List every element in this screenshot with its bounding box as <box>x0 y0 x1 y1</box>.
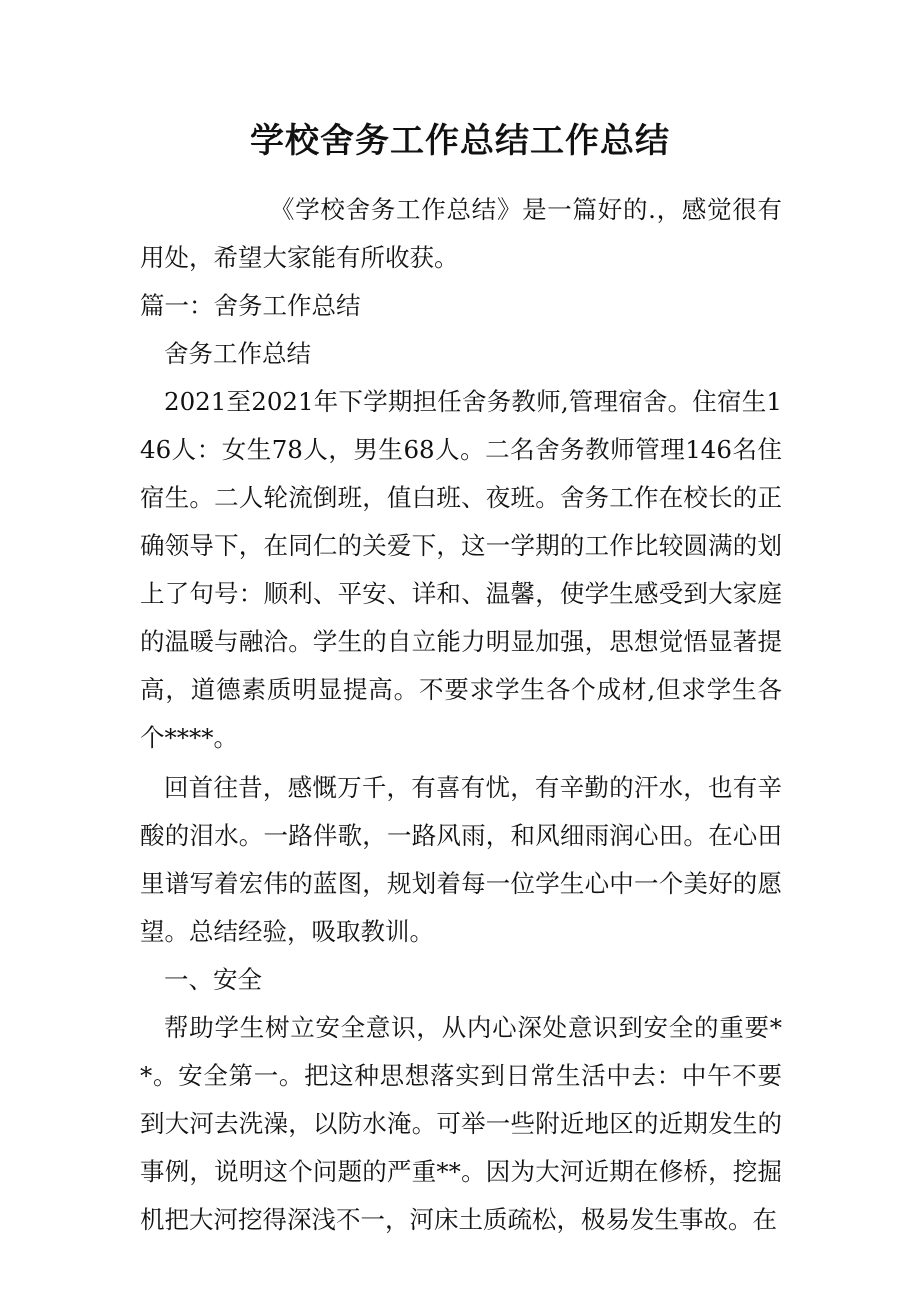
section-heading: 篇一：舍务工作总结 <box>140 291 361 320</box>
body-paragraph: 回首往昔，感慨万千，有喜有忧，有辛勤的汗水，也有辛酸的泪水。一路伴歌，一路风雨，和风细雨润心田。在心田里谱写着宏伟的蓝图，规划着每一位学生心中一个美好的愿望。总结经验，吸取教训。 <box>140 773 782 946</box>
body-paragraph: 帮助学生树立安全意识，从内心深处意识到安全的重要**。安全第一。把这种思想落实到日常生活中去：中午不要到大河去洗澡，以防水淹。可举一些附近地区的近期发生的事例，说明这个问题的严重**。因为大河近期在修桥，挖掘机把大河挖得深浅不一，河床土质疏松，极易发生事故。在 <box>140 1013 782 1234</box>
body-paragraph: 2021至2021年下学期担任舍务教师,管理宿舍。住宿生146人：女生78人，男生68人。二名舍务教师管理146名住宿生。二人轮流倒班，值白班、夜班。舍务工作在校长的正确领导下，在同仁的关爱下，这一学期的工作比较圆满的划上了句号：顺利、平安、详和、温馨，使学生感受到大家庭的温暖与融洽。学生的自立能力明显加强，思想觉悟显著提高，道德素质明显提高。不要求学生各个成材,但求学生各个****。 <box>140 387 782 752</box>
document-title: 学校舍务工作总结工作总结 <box>250 121 670 161</box>
document-body <box>140 186 782 1244</box>
subheading: 舍务工作总结 <box>164 339 311 368</box>
section-heading-safety: 一、安全 <box>164 965 262 994</box>
intro-paragraph: 《学校舍务工作总结》是一篇好的.，感觉很有用处，希望大家能有所收获。 <box>140 195 782 272</box>
